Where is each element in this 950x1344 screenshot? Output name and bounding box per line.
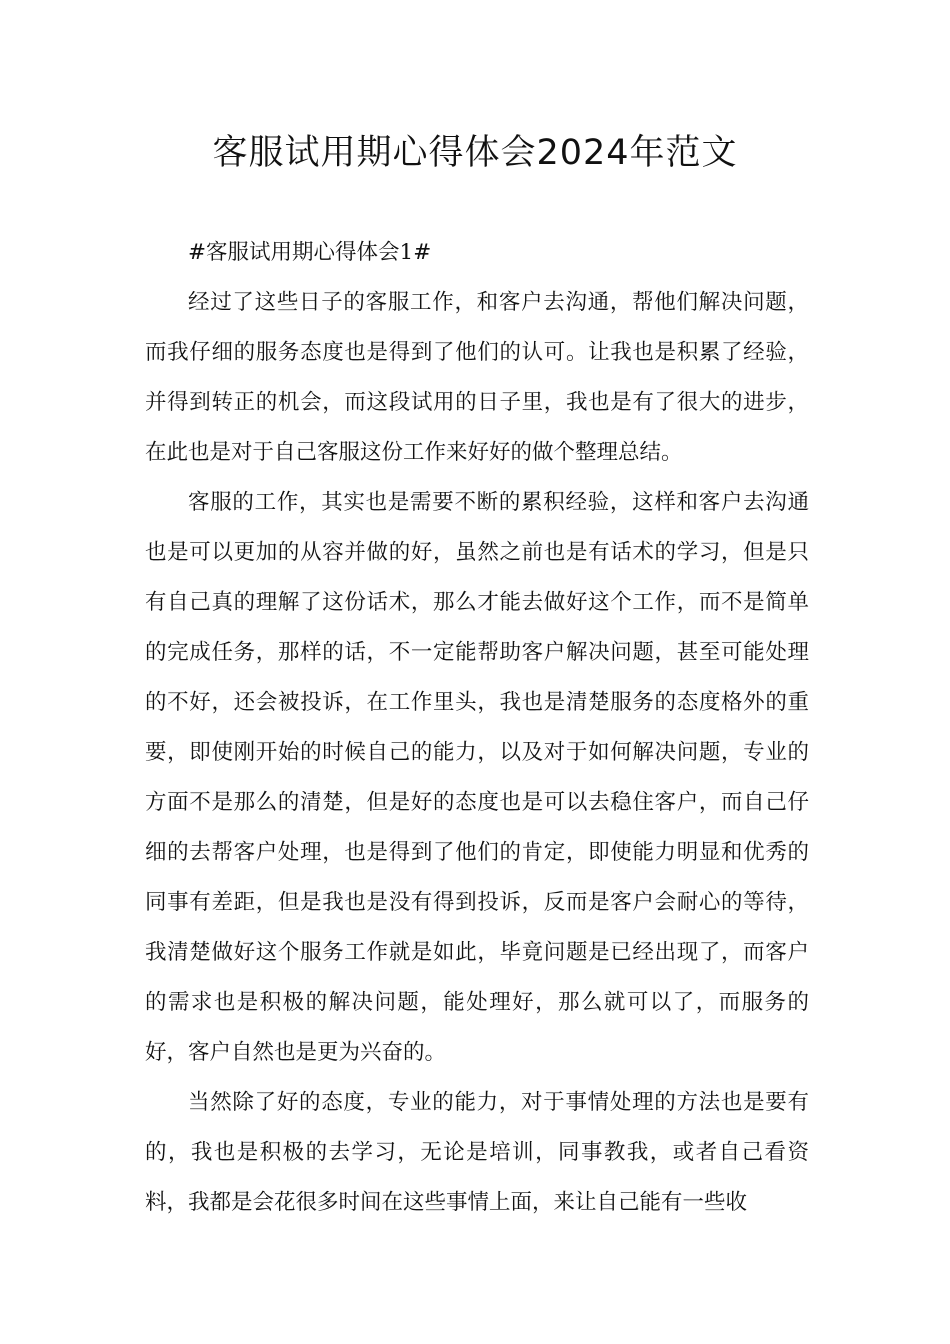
- paragraph-1: 经过了这些日子的客服工作，和客户去沟通，帮他们解决问题，而我仔细的服务态度也是得到了他们的认可。让我也是积累了经验，并得到转正的机会，而这段试用的日子里，我也是有了很大的进步，在此也是对于自己客服这份工作来好好的做个整理总结。: [145, 290, 809, 465]
- document-body: [145, 228, 809, 1228]
- section-heading: #客服试用期心得体会1#: [188, 240, 432, 265]
- paragraph-3: 当然除了好的态度，专业的能力，对于事情处理的方法也是要有的，我也是积极的去学习，无论是培训，同事教我，或者自己看资料，我都是会花很多时间在这些事情上面，来让自己能有一些收: [145, 1090, 809, 1215]
- document-title: 客服试用期心得体会2024年范文: [212, 133, 738, 173]
- paragraph-2: 客服的工作，其实也是需要不断的累积经验，这样和客户去沟通也是可以更加的从容并做的好，虽然之前也是有话术的学习，但是只有自己真的理解了这份话术，那么才能去做好这个工作，而不是简单的完成任务，那样的话，不一定能帮助客户解决问题，甚至可能处理的不好，还会被投诉，在工作里头，我也是清楚服务的态度格外的重要，即使刚开始的时候自己的能力，以及对于如何解决问题，专业的方面不是那么的清楚，但是好的态度也是可以去稳住客户，而自己仔细的去帮客户处理，也是得到了他们的肯定，即使能力明显和优秀的同事有差距，但是我也是没有得到投诉，反而是客户会耐心的等待，我清楚做好这个服务工作就是如此，毕竟问题是已经出现了，而客户的需求也是积极的解决问题，能处理好，那么就可以了，而服务的好，客户自然也是更为兴奋的。: [145, 490, 809, 1065]
